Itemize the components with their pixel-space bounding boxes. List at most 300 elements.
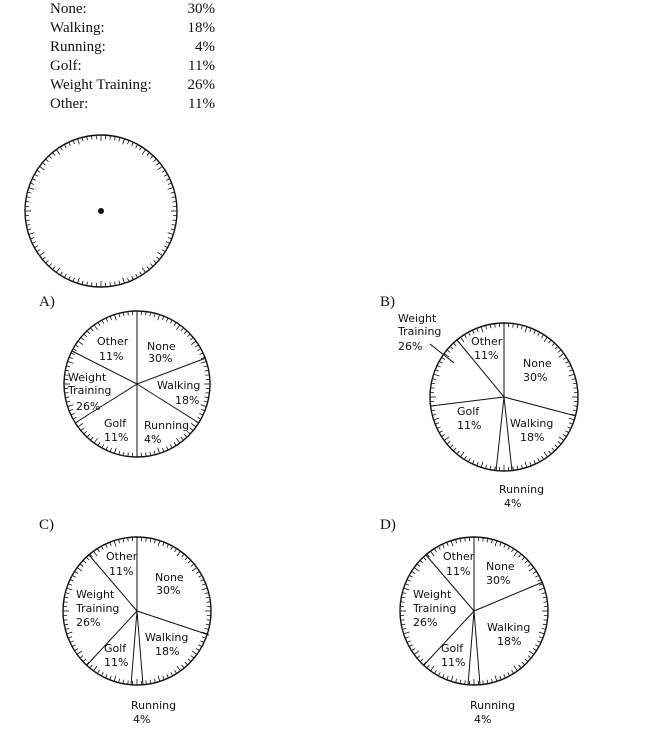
tick-mark bbox=[172, 197, 176, 198]
tick-mark bbox=[534, 460, 536, 464]
tick-mark bbox=[87, 331, 90, 334]
label-golf: Golf bbox=[104, 642, 127, 655]
tick-mark bbox=[573, 406, 577, 407]
tick-mark bbox=[67, 588, 73, 590]
value-cell: 18% bbox=[187, 20, 215, 36]
tick-mark bbox=[163, 542, 164, 546]
tick-mark bbox=[538, 458, 540, 462]
tick-mark bbox=[539, 632, 545, 634]
label-other: Other bbox=[471, 335, 503, 348]
tick-mark bbox=[65, 593, 69, 594]
tick-mark bbox=[191, 341, 196, 345]
tick-mark bbox=[542, 593, 546, 594]
value-cell: 11% bbox=[188, 58, 215, 74]
tick-mark bbox=[81, 428, 84, 431]
tick-mark bbox=[439, 361, 443, 363]
tick-mark bbox=[191, 564, 194, 567]
tick-mark bbox=[535, 575, 539, 577]
tick-mark bbox=[205, 628, 209, 629]
tick-mark bbox=[558, 350, 561, 353]
tick-mark bbox=[150, 156, 153, 159]
tick-mark bbox=[94, 325, 98, 330]
value-golf: 11% bbox=[441, 656, 466, 669]
tick-mark bbox=[191, 656, 194, 659]
tick-mark bbox=[128, 140, 129, 144]
tick-mark bbox=[128, 680, 129, 684]
boundary-line bbox=[504, 397, 576, 416]
tick-mark bbox=[142, 150, 146, 155]
tick-mark bbox=[84, 334, 87, 337]
tick-mark bbox=[533, 571, 536, 573]
tick-mark bbox=[188, 659, 191, 662]
value-none: 30% bbox=[523, 371, 548, 384]
tick-mark bbox=[495, 466, 496, 470]
label-running: Running bbox=[470, 699, 516, 712]
tick-mark bbox=[69, 409, 73, 410]
tick-mark bbox=[447, 442, 450, 445]
tick-mark bbox=[83, 659, 86, 662]
tick-mark bbox=[543, 620, 547, 621]
tick-mark bbox=[67, 632, 73, 634]
tick-mark bbox=[153, 159, 156, 162]
tick-mark bbox=[156, 257, 159, 260]
tick-mark bbox=[84, 431, 87, 434]
tick-mark bbox=[205, 375, 209, 376]
tick-mark bbox=[29, 188, 35, 190]
tick-mark bbox=[68, 405, 74, 407]
tick-mark bbox=[539, 588, 545, 590]
tick-mark bbox=[521, 465, 522, 469]
tick-mark bbox=[26, 201, 30, 202]
tick-mark bbox=[402, 593, 406, 594]
value-running: 4% bbox=[504, 497, 522, 510]
tick-mark bbox=[162, 448, 163, 452]
tick-mark bbox=[114, 448, 116, 454]
tick-mark bbox=[405, 637, 409, 638]
tick-mark bbox=[567, 427, 571, 429]
tick-mark bbox=[483, 680, 484, 684]
label-weight: Weight bbox=[413, 588, 452, 601]
tick-mark bbox=[185, 557, 188, 560]
tick-mark bbox=[153, 260, 156, 263]
tick-mark bbox=[119, 539, 120, 543]
tick-mark bbox=[206, 620, 210, 621]
tick-mark bbox=[97, 670, 99, 673]
label-running: Running bbox=[144, 419, 190, 432]
tick-mark bbox=[60, 272, 62, 275]
tick-mark bbox=[136, 274, 138, 278]
tick-mark bbox=[461, 452, 465, 457]
boundary-line bbox=[496, 397, 504, 471]
tick-mark bbox=[417, 656, 420, 659]
tick-mark bbox=[78, 139, 80, 145]
tick-mark bbox=[533, 649, 536, 651]
tick-mark bbox=[195, 345, 198, 347]
tick-mark bbox=[26, 224, 30, 225]
label-training: Training bbox=[76, 602, 120, 615]
tick-mark bbox=[106, 446, 108, 450]
tick-mark bbox=[128, 278, 129, 282]
label-walking: Walking bbox=[145, 631, 189, 644]
tick-mark bbox=[412, 649, 415, 651]
pie-a[interactable] bbox=[64, 311, 210, 457]
tick-mark bbox=[569, 418, 575, 420]
tick-mark bbox=[158, 541, 160, 547]
tick-mark bbox=[461, 337, 465, 342]
label-running: Running bbox=[131, 699, 177, 712]
tick-mark bbox=[110, 676, 111, 680]
tick-mark bbox=[147, 266, 150, 269]
tick-mark bbox=[504, 674, 506, 678]
tick-mark bbox=[404, 588, 410, 590]
tick-mark bbox=[94, 438, 98, 443]
label-training: Training bbox=[398, 325, 442, 338]
tick-mark bbox=[105, 544, 107, 548]
tick-mark bbox=[70, 579, 74, 581]
tick-mark bbox=[537, 641, 541, 643]
center-dot bbox=[98, 208, 104, 214]
tick-mark bbox=[185, 662, 188, 665]
category-cell: Walking: bbox=[50, 20, 105, 36]
tick-mark bbox=[401, 602, 405, 603]
tick-mark bbox=[175, 549, 177, 552]
option-a-label[interactable]: A) bbox=[39, 294, 55, 310]
label-none: None bbox=[486, 560, 515, 573]
tick-mark bbox=[434, 670, 436, 673]
tick-mark bbox=[481, 462, 483, 468]
tick-mark bbox=[491, 679, 492, 683]
tick-mark bbox=[71, 413, 75, 415]
tick-mark bbox=[83, 560, 86, 563]
tick-mark bbox=[154, 313, 155, 317]
tick-mark bbox=[29, 233, 35, 235]
tick-mark bbox=[34, 174, 38, 176]
value-weight-training: 26% bbox=[76, 400, 101, 413]
tick-mark bbox=[128, 312, 129, 316]
tick-mark bbox=[75, 571, 78, 573]
tick-mark bbox=[110, 282, 111, 286]
tick-mark bbox=[166, 242, 170, 244]
tick-mark bbox=[102, 320, 104, 324]
tick-mark bbox=[542, 628, 546, 629]
tick-mark bbox=[525, 462, 527, 468]
label-golf: Golf bbox=[441, 642, 464, 655]
label-walking: Walking bbox=[487, 621, 531, 634]
tick-mark bbox=[158, 448, 160, 454]
tick-mark bbox=[525, 327, 527, 333]
tick-mark bbox=[49, 156, 52, 159]
tick-mark bbox=[439, 431, 443, 433]
tick-mark bbox=[42, 257, 45, 260]
label-none: None bbox=[523, 357, 552, 370]
tick-mark bbox=[42, 163, 45, 166]
tick-mark bbox=[177, 551, 181, 556]
tick-mark bbox=[64, 620, 68, 621]
tick-mark bbox=[101, 672, 103, 676]
tick-mark bbox=[521, 325, 522, 329]
tick-mark bbox=[140, 147, 142, 150]
tick-mark bbox=[98, 322, 100, 325]
tick-mark bbox=[514, 666, 518, 671]
tick-mark bbox=[172, 201, 176, 202]
tick-mark bbox=[405, 584, 409, 585]
tick-mark bbox=[163, 676, 164, 680]
tick-mark bbox=[477, 328, 478, 332]
value-none: 30% bbox=[156, 584, 181, 597]
value-cell: 30% bbox=[187, 1, 215, 17]
tick-mark bbox=[56, 268, 60, 273]
tick-mark bbox=[432, 379, 436, 380]
tick-mark bbox=[468, 332, 470, 336]
value-other: 11% bbox=[109, 565, 134, 578]
label-walking: Walking bbox=[157, 379, 201, 392]
tick-mark bbox=[464, 335, 466, 338]
tick-mark bbox=[132, 142, 134, 146]
tick-mark bbox=[522, 662, 525, 665]
tick-mark bbox=[552, 448, 555, 451]
tick-mark bbox=[569, 423, 573, 424]
tick-mark bbox=[537, 579, 541, 581]
boundary-line bbox=[131, 611, 137, 685]
tick-mark bbox=[146, 538, 147, 542]
value-walking: 18% bbox=[520, 431, 545, 444]
tick-mark bbox=[481, 327, 483, 333]
tick-mark bbox=[158, 676, 160, 682]
tick-mark bbox=[78, 423, 83, 427]
tick-mark bbox=[182, 554, 185, 557]
option-c-label[interactable]: C) bbox=[39, 517, 54, 533]
tick-mark bbox=[437, 427, 441, 429]
pie-b[interactable] bbox=[397, 312, 578, 510]
tick-mark bbox=[447, 676, 448, 680]
tick-mark bbox=[444, 437, 449, 441]
tick-mark bbox=[401, 620, 405, 621]
boundary-line bbox=[137, 611, 143, 685]
tick-mark bbox=[168, 238, 172, 239]
tick-mark bbox=[184, 434, 187, 437]
tick-mark bbox=[158, 166, 163, 170]
tick-mark bbox=[205, 593, 209, 594]
tick-mark bbox=[78, 278, 80, 284]
value-none: 30% bbox=[486, 574, 511, 587]
tick-mark bbox=[199, 353, 203, 355]
label-golf: Golf bbox=[104, 417, 127, 430]
tick-mark bbox=[432, 414, 436, 415]
tick-mark bbox=[73, 140, 74, 144]
tick-mark bbox=[132, 276, 134, 280]
tick-mark bbox=[71, 353, 75, 355]
tick-mark bbox=[198, 575, 202, 577]
tick-mark bbox=[168, 233, 174, 235]
tick-mark bbox=[94, 666, 98, 671]
tick-mark bbox=[435, 370, 439, 371]
tick-mark bbox=[114, 315, 116, 321]
tick-mark bbox=[519, 665, 522, 668]
tick-mark bbox=[53, 266, 56, 269]
tick-mark bbox=[78, 341, 83, 345]
tick-mark bbox=[142, 268, 146, 273]
tick-mark bbox=[456, 539, 457, 543]
pie-c[interactable] bbox=[63, 537, 211, 726]
option-d-label[interactable]: D) bbox=[380, 517, 396, 533]
value-weight-training: 26% bbox=[398, 340, 423, 353]
tick-mark bbox=[30, 238, 34, 239]
tick-mark bbox=[552, 343, 555, 346]
tick-mark bbox=[414, 568, 419, 572]
tick-mark bbox=[542, 456, 544, 459]
tick-mark bbox=[491, 539, 492, 543]
tick-mark bbox=[197, 349, 201, 351]
tick-mark bbox=[530, 328, 531, 332]
tick-mark bbox=[200, 641, 204, 643]
option-b-label[interactable]: B) bbox=[380, 294, 395, 310]
tick-mark bbox=[528, 656, 531, 659]
tick-mark bbox=[87, 136, 88, 140]
tick-mark bbox=[73, 349, 77, 351]
boundary-line bbox=[474, 611, 480, 685]
tick-mark bbox=[202, 637, 206, 638]
tick-mark bbox=[80, 656, 83, 659]
tick-mark bbox=[98, 442, 100, 445]
tick-mark bbox=[456, 679, 457, 683]
tick-mark bbox=[166, 179, 170, 181]
boundary-line bbox=[504, 397, 512, 471]
tick-mark bbox=[513, 324, 514, 328]
tick-mark bbox=[407, 641, 411, 643]
pie-d[interactable] bbox=[400, 537, 548, 726]
tick-mark bbox=[483, 538, 484, 542]
tick-mark bbox=[128, 538, 129, 542]
label-running: Running bbox=[499, 483, 545, 496]
tick-mark bbox=[204, 401, 208, 402]
tick-mark bbox=[204, 366, 208, 367]
tick-mark bbox=[102, 444, 104, 448]
tick-mark bbox=[508, 672, 510, 676]
tick-mark bbox=[188, 560, 191, 563]
tick-mark bbox=[91, 282, 92, 286]
tick-mark bbox=[542, 335, 544, 338]
tick-mark bbox=[172, 224, 176, 225]
tick-mark bbox=[191, 423, 196, 427]
tick-mark bbox=[192, 568, 197, 572]
tick-mark bbox=[539, 637, 543, 638]
value-weight-training: 26% bbox=[76, 616, 101, 629]
tick-mark bbox=[438, 546, 440, 550]
tick-mark bbox=[167, 544, 169, 548]
tick-mark bbox=[187, 334, 190, 337]
tick-mark bbox=[200, 579, 204, 581]
tick-mark bbox=[549, 451, 552, 454]
tick-mark bbox=[435, 423, 439, 424]
tick-mark bbox=[530, 462, 531, 466]
tick-mark bbox=[106, 318, 108, 322]
tick-mark bbox=[174, 442, 176, 445]
tick-mark bbox=[150, 263, 153, 266]
tick-mark bbox=[442, 435, 445, 437]
tick-mark bbox=[512, 670, 514, 673]
tick-mark bbox=[80, 564, 83, 567]
tick-mark bbox=[171, 229, 175, 230]
tick-mark bbox=[447, 350, 450, 353]
tick-mark bbox=[472, 330, 474, 334]
tick-mark bbox=[110, 136, 111, 140]
tick-mark bbox=[97, 549, 99, 552]
tick-mark bbox=[206, 602, 210, 603]
value-none: 30% bbox=[148, 352, 173, 365]
tick-mark bbox=[420, 560, 423, 563]
tick-mark bbox=[168, 188, 174, 190]
tick-mark bbox=[156, 163, 159, 166]
tick-mark bbox=[451, 541, 453, 547]
tick-mark bbox=[565, 361, 569, 363]
tick-mark bbox=[420, 659, 423, 662]
tick-mark bbox=[64, 144, 66, 148]
tick-mark bbox=[555, 346, 558, 349]
tick-mark bbox=[147, 152, 150, 155]
tick-mark bbox=[539, 584, 543, 585]
tick-mark bbox=[442, 544, 444, 548]
boundary-line bbox=[468, 611, 474, 685]
tick-mark bbox=[110, 448, 111, 452]
label-other: Other bbox=[443, 550, 475, 563]
category-cell: Running: bbox=[50, 39, 106, 55]
tick-mark bbox=[508, 546, 510, 550]
tick-mark bbox=[75, 345, 78, 347]
tick-mark bbox=[464, 456, 466, 459]
value-cell: 26% bbox=[187, 77, 215, 93]
tick-mark bbox=[414, 651, 419, 655]
category-cell: Weight Training: bbox=[50, 77, 152, 93]
tick-mark bbox=[110, 542, 111, 546]
tick-mark bbox=[164, 246, 168, 248]
tick-mark bbox=[437, 365, 441, 367]
tick-mark bbox=[407, 579, 411, 581]
tick-mark bbox=[30, 183, 34, 184]
tick-mark bbox=[162, 316, 163, 320]
tick-mark bbox=[535, 645, 539, 647]
label-weight: Weight bbox=[398, 312, 437, 325]
category-cell: Golf: bbox=[50, 58, 82, 74]
tick-mark bbox=[434, 549, 436, 552]
tick-mark bbox=[32, 179, 36, 181]
tick-mark bbox=[442, 674, 444, 678]
tick-mark bbox=[513, 466, 514, 470]
tick-mark bbox=[167, 674, 169, 678]
tick-mark bbox=[77, 651, 82, 655]
tick-mark bbox=[171, 546, 173, 550]
tick-mark bbox=[569, 370, 573, 371]
tick-mark bbox=[68, 361, 74, 363]
tick-mark bbox=[68, 637, 72, 638]
tick-mark bbox=[559, 354, 564, 358]
tick-mark bbox=[404, 632, 410, 634]
tick-mark bbox=[514, 551, 518, 556]
label-none: None bbox=[147, 340, 176, 353]
tick-mark bbox=[519, 554, 522, 557]
tick-mark bbox=[140, 272, 142, 275]
tick-mark bbox=[569, 374, 575, 376]
tick-mark bbox=[146, 680, 147, 684]
tick-mark bbox=[544, 452, 548, 457]
tick-mark bbox=[549, 340, 552, 343]
tick-mark bbox=[65, 628, 69, 629]
label-golf: Golf bbox=[457, 405, 480, 418]
tick-mark bbox=[37, 170, 40, 172]
tick-mark bbox=[46, 159, 49, 162]
value-golf: 11% bbox=[104, 431, 129, 444]
tick-mark bbox=[171, 192, 175, 193]
tick-mark bbox=[529, 568, 534, 572]
